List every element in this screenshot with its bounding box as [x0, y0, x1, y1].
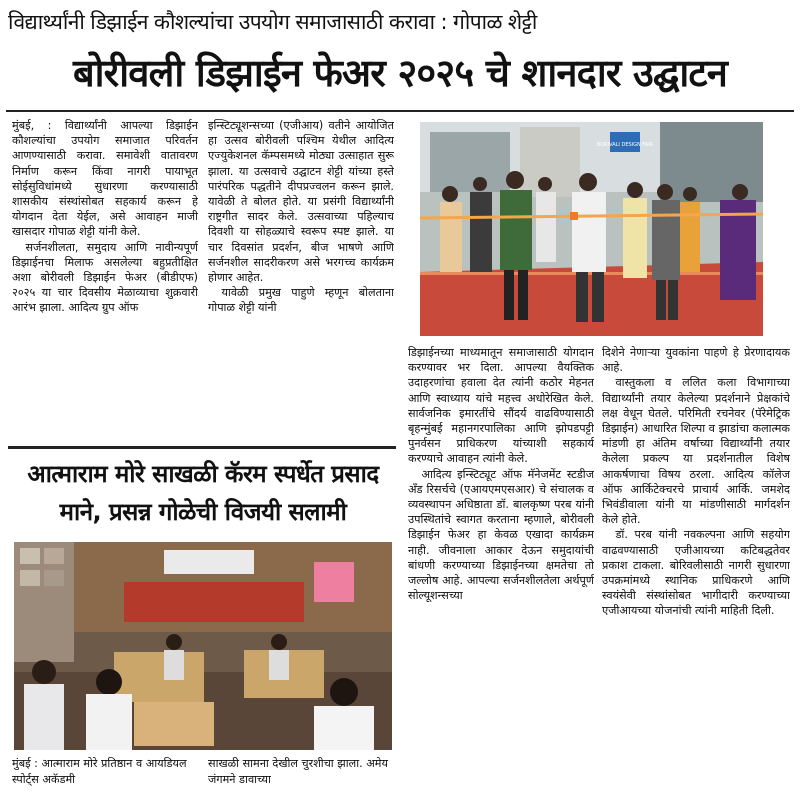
story2-headline-line2: माने, प्रसन्न गोळेची विजयी सलामी [59, 498, 347, 526]
story2-top-rule [8, 446, 396, 449]
article-paragraph: डॉ. परब यांनी नवकल्पना आणि सहयोग वाढवण्यासाठी एजीआयच्या कटिबद्धतेवर प्रकाश टाकला. बोरिवलीसाठी नागरी सुधारणा उपक्रमांमध्ये स्थानिक प्राधिकरणे आणि स्वयंसेवी संस्थांसोबत भागीदारी करण्याच्या एजीआयच्या योजनांची त्यांनी माहिती दिली. [602, 528, 790, 618]
kicker-headline: विद्यार्थ्यांनी डिझाईन कौशल्यांचा उपयोग समाजासाठी करावा : गोपाळ शेट्टी [8, 10, 537, 34]
article-column-3 [408, 345, 594, 785]
article-column-4 [602, 345, 790, 785]
main-headline: बोरीवली डिझाईन फेअर २०२५ चे शानदार उद्घाटन [72, 51, 728, 95]
headline-rule [6, 110, 794, 112]
story2-column-2 [208, 756, 396, 796]
article-column-2 [208, 118, 394, 438]
article-paragraph: यावेळी प्रमुख पाहुणे म्हणून बोलताना गोपाळ शेट्टी यांनी [208, 286, 394, 315]
article-paragraph: वास्तुकला व ललित कला विभागाच्या विद्यार्थ्यांनी तयार केलेल्या प्रदर्शनाने प्रेक्षकांचे लक्ष वेधून घेतले. परिमिती रचनेवर (पॅरेमेट्रिक डिझाईन) आधारित शिल्पा व झाडांचा कलात्मक मांडणी हा अंतिम वर्षाच्या विद्यार्थ्यांनी तयार केलेला प्रकल्प या प्रदर्शनातील विशेष आकर्षणाचा विषय ठरला. आदित्य कॉलेज ऑफ आर्किटेक्चरचे प्राचार्य आर्कि. जमशेद भिवंडीवाला यांनी या मांडणीसाठी मार्गदर्शन केले होते. [602, 376, 790, 527]
fair-banner-text: BORIVALI DESIGN FAIR [596, 142, 654, 148]
article-paragraph: आदित्य इन्स्टिट्यूट ऑफ मॅनेजमेंट स्टडीज अँड रिसर्चचे (एआयएमएसआर) चे संचालक व व्यवस्थापन अधिष्ठाता डॉ. बालकृष्ण परब यांनी उपस्थितांचे स्वागत करताना म्हणाले, बोरीवली डिझाईन फेअर हा केवळ एखादा कार्यक्रम नाही. जीवनाला आकार देऊन समुदायांची बांधणी करण्याच्या डिझाईनच्या क्षमतेचा तो जल्लोष आहे. आपल्या सर्जनशीलतेला अर्थपूर्ण सोल्यूशन्सच्या [408, 467, 594, 603]
inauguration-photo [420, 122, 763, 336]
article-column-1 [12, 118, 198, 438]
story2-paragraph: साखळी सामना देखील चुरशीचा झाला. अमेय जंगमने डावाच्या [208, 757, 388, 786]
story2-paragraph: मुंबई : आत्माराम मोरे प्रतिष्ठान व आयडियल स्पोर्ट्स अकॅडमी [12, 757, 187, 786]
carrom-tournament-photo [14, 542, 392, 750]
article-paragraph: डिझाईनच्या माध्यमातून समाजासाठी योगदान करण्यावर भर दिला. आपल्या वैयक्तिक उदाहरणांचा हवाला देत त्यांनी कठोर मेहनत आणि स्वाध्याय यांचे महत्त्व अधोरेखित केले. सार्वजनिक इमारतींचे सौंदर्य वाढविण्यासाठी बृहन्मुंबई महानगरपालिका आणि झोपडपट्टी पुनर्वसन प्राधिकरण यांच्याशी सहकार्य करण्याचे आवाहन त्यांनी केले. [408, 346, 594, 466]
story2-headline-line1: आत्माराम मोरे साखळी कॅरम स्पर्धेत प्रसाद [27, 460, 379, 488]
article-paragraph: इन्स्टिट्यूशन्सच्या (एजीआय) वतीने आयोजित हा उत्सव बोरीवली पश्चिम येथील आदित्य एज्युकेशनल कॅम्पसमध्ये मोठ्या उत्साहात सुरू झाला. या उत्सवाचे उद्घाटन शेट्टी यांच्या हस्ते पारंपरिक पद्धतीने दीपप्रज्वलन करून झाले. यावेळी ते बोलत होते. या प्रसंगी विद्यार्थ्यांनी राष्ट्रगीत सादर केले. उत्सवाच्या पहिल्याच दिवशी या सोहळ्याचे स्वरूप स्पष्ट झाले. या चार दिवसांत प्रदर्शन, बीज भाषणे आणि सर्जनशील सादरीकरण असे भरगच्च कार्यक्रम होणार आहेत. [208, 119, 394, 285]
article-paragraph: सर्जनशीलता, समुदाय आणि नावीन्यपूर्ण डिझाईनचा मिलाफ असलेल्या बहुप्रतीक्षित अशा बोरीवली डिझाईन फेअर (बीडीएफ) २०२५ या चार दिवसीय मेळाव्याचा शुक्रवारी आरंभ झाला. आदित्य ग्रुप ऑफ [12, 240, 198, 315]
article-paragraph: मुंबई, : विद्यार्थ्यांनी आपल्या डिझाईन कौशल्यांचा उपयोग समाजात परिवर्तन आणण्यासाठी करावा. समावेशी वातावरण निर्माण करून किंवा नागरी पायाभूत सोईसुविधांमध्ये सुधारणा करण्यासाठी शासकीय संस्थांसोबत सहकार्य करून हे योगदान देता येईल, असे आवाहन माजी खासदार गोपाळ शेट्टी यांनी केले. [12, 119, 198, 239]
article-paragraph: दिशेने नेणाऱ्या युवकांना पाहणे हे प्रेरणादायक आहे. [602, 346, 790, 375]
story2-column-1 [12, 756, 200, 796]
